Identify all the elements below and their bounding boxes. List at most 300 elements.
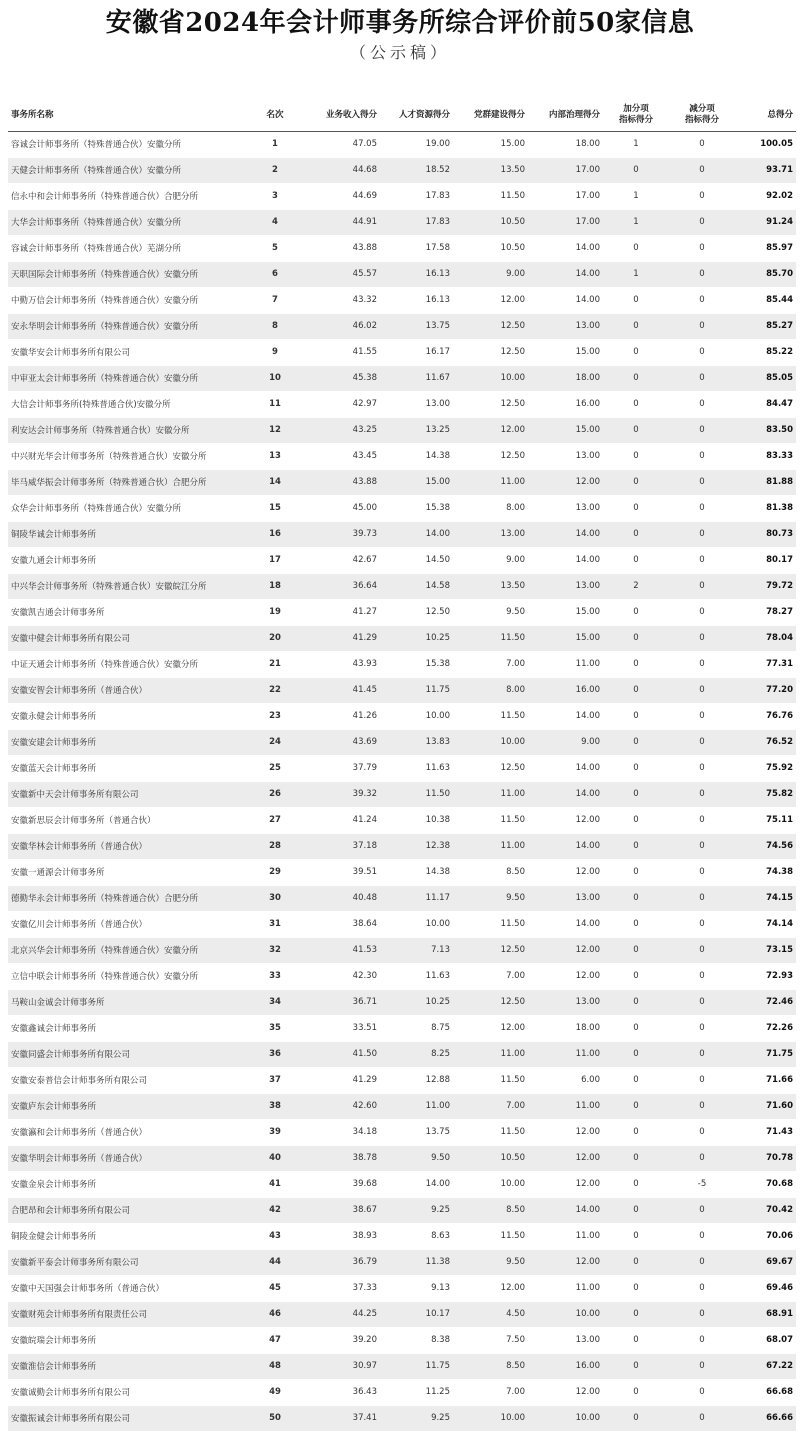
penalty-score-cell: 0 (669, 859, 735, 885)
penalty-score-cell: 0 (669, 1041, 735, 1067)
table-header (8, 100, 796, 131)
business-score-cell: 42.97 (300, 391, 380, 417)
party-score-cell: 13.50 (453, 157, 528, 183)
firm-name-cell: 中证天通会计师事务所（特殊普通合伙）安徽分所 (8, 651, 250, 677)
table-row (8, 937, 796, 963)
penalty-score-cell: 0 (669, 963, 735, 989)
hr-score-cell: 12.38 (380, 833, 453, 859)
hr-score-cell: 11.00 (380, 1093, 453, 1119)
rank-cell: 11 (250, 391, 300, 417)
hr-score-cell: 17.83 (380, 209, 453, 235)
bonus-score-cell: 0 (603, 625, 669, 651)
header-bonus-line2: 指标得分 (618, 115, 653, 126)
table-row (8, 547, 796, 573)
bonus-score-cell: 0 (603, 1119, 669, 1145)
table-row (8, 287, 796, 313)
firm-name-cell: 安徽一通源会计师事务所 (8, 859, 250, 885)
hr-score-cell: 14.58 (380, 573, 453, 599)
hr-score-cell: 14.00 (380, 521, 453, 547)
party-score-cell: 12.00 (453, 1015, 528, 1041)
table-row (8, 885, 796, 911)
rank-cell: 32 (250, 937, 300, 963)
governance-score-cell: 13.00 (528, 313, 603, 339)
penalty-score-cell: 0 (669, 937, 735, 963)
rank-cell: 45 (250, 1275, 300, 1301)
page-subtitle: （公示稿） (349, 43, 450, 62)
penalty-score-cell: 0 (669, 443, 735, 469)
business-score-cell: 37.79 (300, 755, 380, 781)
firm-name-cell: 铜陵金健会计师事务所 (8, 1223, 250, 1249)
table-row (8, 339, 796, 365)
business-score-cell: 41.45 (300, 677, 380, 703)
party-score-cell: 9.00 (453, 261, 528, 287)
penalty-score-cell: 0 (669, 521, 735, 547)
hr-score-cell: 10.25 (380, 989, 453, 1015)
firm-name-cell: 安徽金泉会计师事务所 (8, 1171, 250, 1197)
business-score-cell: 43.32 (300, 287, 380, 313)
rank-cell: 31 (250, 911, 300, 937)
rank-cell: 19 (250, 599, 300, 625)
business-score-cell: 44.91 (300, 209, 380, 235)
governance-score-cell: 12.00 (528, 963, 603, 989)
table-row (8, 989, 796, 1015)
business-score-cell: 46.02 (300, 313, 380, 339)
total-score-cell: 71.75 (735, 1041, 796, 1067)
rank-cell: 33 (250, 963, 300, 989)
governance-score-cell: 16.00 (528, 677, 603, 703)
bonus-score-cell: 0 (603, 495, 669, 521)
governance-score-cell: 13.00 (528, 573, 603, 599)
table-row (8, 183, 796, 209)
party-score-cell: 13.00 (453, 521, 528, 547)
governance-score-cell: 11.00 (528, 1223, 603, 1249)
rank-cell: 3 (250, 183, 300, 209)
table-row (8, 1197, 796, 1223)
firm-name-cell: 信永中和会计师事务所（特殊普通合伙）合肥分所 (8, 183, 250, 209)
hr-score-cell: 10.17 (380, 1301, 453, 1327)
bonus-score-cell: 0 (603, 937, 669, 963)
governance-score-cell: 18.00 (528, 131, 603, 157)
table-row (8, 157, 796, 183)
total-score-cell: 71.43 (735, 1119, 796, 1145)
business-score-cell: 41.24 (300, 807, 380, 833)
governance-score-cell: 15.00 (528, 599, 603, 625)
business-score-cell: 45.57 (300, 261, 380, 287)
penalty-score-cell: 0 (669, 573, 735, 599)
total-score-cell: 71.66 (735, 1067, 796, 1093)
bonus-score-cell: 0 (603, 365, 669, 391)
hr-score-cell: 17.58 (380, 235, 453, 261)
table-row (8, 1171, 796, 1197)
firm-name-cell: 安徽蓝天会计师事务所 (8, 755, 250, 781)
business-score-cell: 38.67 (300, 1197, 380, 1223)
penalty-score-cell: 0 (669, 599, 735, 625)
table-row (8, 833, 796, 859)
firm-name-cell: 安徽安智会计师事务所（普通合伙） (8, 677, 250, 703)
penalty-score-cell: 0 (669, 1405, 735, 1431)
header-penalty-score (669, 100, 735, 131)
governance-score-cell: 14.00 (528, 833, 603, 859)
governance-score-cell: 12.00 (528, 1119, 603, 1145)
table-row (8, 1041, 796, 1067)
party-score-cell: 12.00 (453, 287, 528, 313)
total-score-cell: 69.46 (735, 1275, 796, 1301)
governance-score-cell: 13.00 (528, 989, 603, 1015)
party-score-cell: 8.50 (453, 859, 528, 885)
rank-cell: 49 (250, 1379, 300, 1405)
table-row (8, 313, 796, 339)
hr-score-cell: 11.75 (380, 677, 453, 703)
party-score-cell: 12.50 (453, 313, 528, 339)
header-penalty-line1: 减分项 (689, 104, 715, 115)
rank-cell: 5 (250, 235, 300, 261)
party-score-cell: 12.50 (453, 755, 528, 781)
penalty-score-cell: 0 (669, 729, 735, 755)
rank-cell: 48 (250, 1353, 300, 1379)
total-score-cell: 72.93 (735, 963, 796, 989)
firm-name-cell: 安徽新平泰会计师事务所有限公司 (8, 1249, 250, 1275)
business-score-cell: 37.18 (300, 833, 380, 859)
rank-cell: 36 (250, 1041, 300, 1067)
penalty-score-cell: 0 (669, 781, 735, 807)
party-score-cell: 9.50 (453, 1249, 528, 1275)
hr-score-cell: 17.83 (380, 183, 453, 209)
party-score-cell: 11.00 (453, 781, 528, 807)
governance-score-cell: 10.00 (528, 1301, 603, 1327)
rank-cell: 20 (250, 625, 300, 651)
total-score-cell: 67.22 (735, 1353, 796, 1379)
governance-score-cell: 14.00 (528, 755, 603, 781)
hr-score-cell: 9.25 (380, 1197, 453, 1223)
party-score-cell: 11.50 (453, 1223, 528, 1249)
table-row (8, 1145, 796, 1171)
penalty-score-cell: 0 (669, 131, 735, 157)
table-row (8, 1379, 796, 1405)
total-score-cell: 74.38 (735, 859, 796, 885)
governance-score-cell: 17.00 (528, 157, 603, 183)
hr-score-cell: 12.88 (380, 1067, 453, 1093)
rank-cell: 26 (250, 781, 300, 807)
business-score-cell: 43.45 (300, 443, 380, 469)
table-row (8, 677, 796, 703)
penalty-score-cell: 0 (669, 885, 735, 911)
table-row (8, 807, 796, 833)
business-score-cell: 38.93 (300, 1223, 380, 1249)
hr-score-cell: 10.25 (380, 625, 453, 651)
firm-name-cell: 安徽庐东会计师事务所 (8, 1093, 250, 1119)
total-score-cell: 83.50 (735, 417, 796, 443)
bonus-score-cell: 0 (603, 1405, 669, 1431)
total-score-cell: 72.46 (735, 989, 796, 1015)
total-score-cell: 75.11 (735, 807, 796, 833)
firm-name-cell: 安徽淮信会计师事务所 (8, 1353, 250, 1379)
governance-score-cell: 15.00 (528, 339, 603, 365)
hr-score-cell: 11.75 (380, 1353, 453, 1379)
table-row (8, 781, 796, 807)
bonus-score-cell: 0 (603, 755, 669, 781)
penalty-score-cell: 0 (669, 235, 735, 261)
penalty-score-cell: 0 (669, 989, 735, 1015)
party-score-cell: 12.50 (453, 339, 528, 365)
header-row (8, 100, 796, 131)
table-row (8, 1093, 796, 1119)
penalty-score-cell: 0 (669, 1327, 735, 1353)
penalty-score-cell: 0 (669, 469, 735, 495)
hr-score-cell: 15.00 (380, 469, 453, 495)
bonus-score-cell: 0 (603, 1041, 669, 1067)
hr-score-cell: 18.52 (380, 157, 453, 183)
header-total-score: 总得分 (767, 109, 793, 120)
penalty-score-cell: 0 (669, 807, 735, 833)
total-score-cell: 93.71 (735, 157, 796, 183)
table-row (8, 391, 796, 417)
governance-score-cell: 12.00 (528, 1249, 603, 1275)
party-score-cell: 12.50 (453, 937, 528, 963)
penalty-score-cell: 0 (669, 391, 735, 417)
penalty-score-cell: 0 (669, 1119, 735, 1145)
hr-score-cell: 10.00 (380, 911, 453, 937)
penalty-score-cell: 0 (669, 1275, 735, 1301)
bonus-score-cell: 0 (603, 599, 669, 625)
header-bonus-score (603, 100, 669, 131)
hr-score-cell: 15.38 (380, 495, 453, 521)
table-row (8, 443, 796, 469)
bonus-score-cell: 0 (603, 1223, 669, 1249)
governance-score-cell: 17.00 (528, 209, 603, 235)
firm-name-cell: 中兴财光华会计师事务所（特殊普通合伙）安徽分所 (8, 443, 250, 469)
hr-score-cell: 13.00 (380, 391, 453, 417)
total-score-cell: 78.04 (735, 625, 796, 651)
party-score-cell: 11.50 (453, 625, 528, 651)
total-score-cell: 74.14 (735, 911, 796, 937)
table-row (8, 469, 796, 495)
table-row (8, 755, 796, 781)
hr-score-cell: 8.63 (380, 1223, 453, 1249)
governance-score-cell: 12.00 (528, 1171, 603, 1197)
total-score-cell: 72.26 (735, 1015, 796, 1041)
firm-name-cell: 安永华明会计师事务所（特殊普通合伙）安徽分所 (8, 313, 250, 339)
bonus-score-cell: 0 (603, 1249, 669, 1275)
header-bonus-line1: 加分项 (623, 104, 649, 115)
hr-score-cell: 16.13 (380, 287, 453, 313)
business-score-cell: 43.69 (300, 729, 380, 755)
governance-score-cell: 12.00 (528, 1379, 603, 1405)
business-score-cell: 42.67 (300, 547, 380, 573)
table-row (8, 1405, 796, 1431)
firm-name-cell: 容诚会计师事务所（特殊普通合伙）芜湖分所 (8, 235, 250, 261)
rank-cell: 35 (250, 1015, 300, 1041)
governance-score-cell: 18.00 (528, 365, 603, 391)
penalty-score-cell: 0 (669, 1301, 735, 1327)
rank-cell: 43 (250, 1223, 300, 1249)
business-score-cell: 41.55 (300, 339, 380, 365)
penalty-score-cell: 0 (669, 625, 735, 651)
party-score-cell: 12.00 (453, 1275, 528, 1301)
rank-cell: 38 (250, 1093, 300, 1119)
business-score-cell: 37.41 (300, 1405, 380, 1431)
total-score-cell: 76.76 (735, 703, 796, 729)
rank-cell: 9 (250, 339, 300, 365)
total-score-cell: 85.05 (735, 365, 796, 391)
penalty-score-cell: 0 (669, 287, 735, 313)
total-score-cell: 78.27 (735, 599, 796, 625)
penalty-score-cell: 0 (669, 677, 735, 703)
bonus-score-cell: 0 (603, 963, 669, 989)
firm-name-cell: 安徽中健会计师事务所有限公司 (8, 625, 250, 651)
governance-score-cell: 14.00 (528, 235, 603, 261)
total-score-cell: 92.02 (735, 183, 796, 209)
rank-cell: 13 (250, 443, 300, 469)
bonus-score-cell: 0 (603, 287, 669, 313)
hr-score-cell: 12.50 (380, 599, 453, 625)
total-score-cell: 85.70 (735, 261, 796, 287)
party-score-cell: 11.50 (453, 1119, 528, 1145)
business-score-cell: 41.29 (300, 625, 380, 651)
penalty-score-cell: 0 (669, 157, 735, 183)
rank-cell: 37 (250, 1067, 300, 1093)
hr-score-cell: 11.38 (380, 1249, 453, 1275)
table-row (8, 651, 796, 677)
bonus-score-cell: 0 (603, 469, 669, 495)
bonus-score-cell: 0 (603, 989, 669, 1015)
bonus-score-cell: 0 (603, 417, 669, 443)
hr-score-cell: 9.25 (380, 1405, 453, 1431)
bonus-score-cell: 0 (603, 1093, 669, 1119)
governance-score-cell: 16.00 (528, 391, 603, 417)
total-score-cell: 69.67 (735, 1249, 796, 1275)
governance-score-cell: 12.00 (528, 469, 603, 495)
table-row (8, 599, 796, 625)
firm-name-cell: 安徽凯吉通会计师事务所 (8, 599, 250, 625)
rank-cell: 22 (250, 677, 300, 703)
firm-name-cell: 安徽鑫诚会计师事务所 (8, 1015, 250, 1041)
rank-cell: 6 (250, 261, 300, 287)
party-score-cell: 7.00 (453, 651, 528, 677)
business-score-cell: 33.51 (300, 1015, 380, 1041)
bonus-score-cell: 0 (603, 677, 669, 703)
rank-cell: 27 (250, 807, 300, 833)
party-score-cell: 12.50 (453, 391, 528, 417)
rank-cell: 29 (250, 859, 300, 885)
penalty-score-cell: 0 (669, 1197, 735, 1223)
header-penalty-line2: 指标得分 (684, 115, 719, 126)
governance-score-cell: 14.00 (528, 287, 603, 313)
rank-cell: 23 (250, 703, 300, 729)
rank-cell: 39 (250, 1119, 300, 1145)
business-score-cell: 37.33 (300, 1275, 380, 1301)
party-score-cell: 8.00 (453, 495, 528, 521)
hr-score-cell: 9.13 (380, 1275, 453, 1301)
rank-cell: 41 (250, 1171, 300, 1197)
firm-name-cell: 安徽诚勤会计师事务所有限公司 (8, 1379, 250, 1405)
business-score-cell: 41.29 (300, 1067, 380, 1093)
governance-score-cell: 14.00 (528, 1197, 603, 1223)
party-score-cell: 9.00 (453, 547, 528, 573)
governance-score-cell: 11.00 (528, 1093, 603, 1119)
hr-score-cell: 9.50 (380, 1145, 453, 1171)
rank-cell: 24 (250, 729, 300, 755)
party-score-cell: 11.00 (453, 833, 528, 859)
governance-score-cell: 12.00 (528, 1145, 603, 1171)
table-row (8, 1249, 796, 1275)
total-score-cell: 100.05 (735, 131, 796, 157)
hr-score-cell: 13.75 (380, 313, 453, 339)
business-score-cell: 40.48 (300, 885, 380, 911)
bonus-score-cell: 0 (603, 1171, 669, 1197)
party-score-cell: 11.50 (453, 703, 528, 729)
penalty-score-cell: 0 (669, 261, 735, 287)
party-score-cell: 9.50 (453, 599, 528, 625)
party-score-cell: 10.00 (453, 1405, 528, 1431)
party-score-cell: 11.00 (453, 1041, 528, 1067)
rank-cell: 1 (250, 131, 300, 157)
penalty-score-cell: 0 (669, 1249, 735, 1275)
total-score-cell: 70.78 (735, 1145, 796, 1171)
governance-score-cell: 12.00 (528, 859, 603, 885)
hr-score-cell: 7.13 (380, 937, 453, 963)
hr-score-cell: 16.17 (380, 339, 453, 365)
party-score-cell: 10.00 (453, 365, 528, 391)
penalty-score-cell: 0 (669, 651, 735, 677)
penalty-score-cell: 0 (669, 703, 735, 729)
firm-name-cell: 安徽安泰普信会计师事务所有限公司 (8, 1067, 250, 1093)
rank-cell: 18 (250, 573, 300, 599)
hr-score-cell: 15.38 (380, 651, 453, 677)
rank-cell: 40 (250, 1145, 300, 1171)
firm-name-cell: 利安达会计师事务所（特殊普通合伙）安徽分所 (8, 417, 250, 443)
business-score-cell: 42.60 (300, 1093, 380, 1119)
business-score-cell: 34.18 (300, 1119, 380, 1145)
party-score-cell: 13.50 (453, 573, 528, 599)
hr-score-cell: 8.25 (380, 1041, 453, 1067)
firm-name-cell: 安徽亿川会计师事务所（普通合伙） (8, 911, 250, 937)
business-score-cell: 44.25 (300, 1301, 380, 1327)
bonus-score-cell: 0 (603, 885, 669, 911)
bonus-score-cell: 0 (603, 1067, 669, 1093)
table-row (8, 1327, 796, 1353)
total-score-cell: 77.31 (735, 651, 796, 677)
total-score-cell: 77.20 (735, 677, 796, 703)
bonus-score-cell: 0 (603, 833, 669, 859)
hr-score-cell: 14.50 (380, 547, 453, 573)
ranking-table-container (8, 100, 796, 1432)
governance-score-cell: 12.00 (528, 807, 603, 833)
penalty-score-cell: -5 (669, 1171, 735, 1197)
rank-cell: 30 (250, 885, 300, 911)
party-score-cell: 7.50 (453, 1327, 528, 1353)
party-score-cell: 7.00 (453, 1379, 528, 1405)
bonus-score-cell: 1 (603, 131, 669, 157)
bonus-score-cell: 0 (603, 1379, 669, 1405)
rank-cell: 14 (250, 469, 300, 495)
governance-score-cell: 13.00 (528, 1327, 603, 1353)
firm-name-cell: 安徽同盛会计师事务所有限公司 (8, 1041, 250, 1067)
business-score-cell: 30.97 (300, 1353, 380, 1379)
firm-name-cell: 安徽财苑会计师事务所有限责任公司 (8, 1301, 250, 1327)
governance-score-cell: 15.00 (528, 417, 603, 443)
firm-name-cell: 安徽华安会计师事务所有限公司 (8, 339, 250, 365)
party-score-cell: 10.50 (453, 1145, 528, 1171)
bonus-score-cell: 2 (603, 573, 669, 599)
hr-score-cell: 8.38 (380, 1327, 453, 1353)
table-row (8, 1275, 796, 1301)
firm-name-cell: 中兴华会计师事务所（特殊普通合伙）安徽皖江分所 (8, 573, 250, 599)
party-score-cell: 12.50 (453, 989, 528, 1015)
total-score-cell: 85.97 (735, 235, 796, 261)
total-score-cell: 68.91 (735, 1301, 796, 1327)
bonus-score-cell: 0 (603, 391, 669, 417)
firm-name-cell: 铜陵华诚会计师事务所 (8, 521, 250, 547)
